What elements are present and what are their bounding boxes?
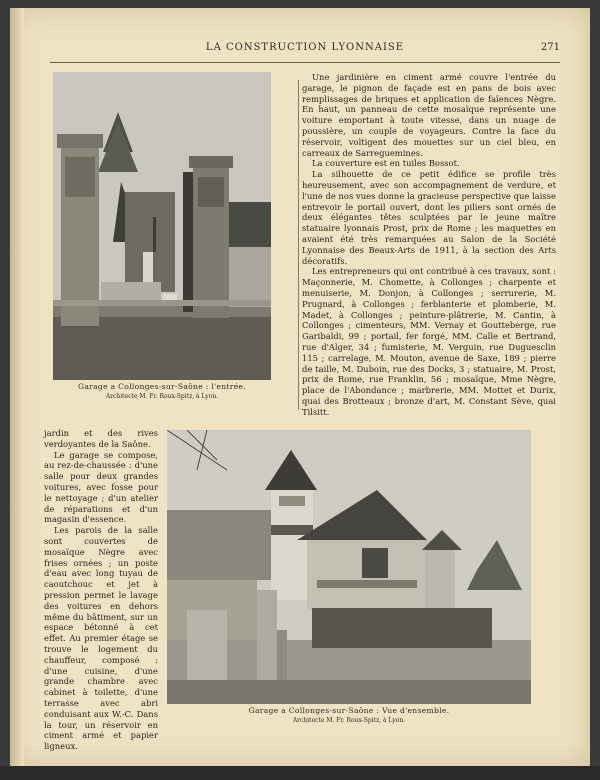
header-rule	[50, 62, 560, 63]
page-number: 271	[540, 42, 560, 53]
paragraph: Les parois de la salle sont couvertes de mosaïque Nègre avec frises ornées ; un poste d'eau avec long tuyau de caoutchouc et jet à pression permet le lavage des voitures en dehors même du bâtiment, sur un espace bétonné à cet effet. Au premier étage se trouve le logement du chauffeur, composé : d'une cuisine, d'une grande chambre avec cabinet à toilette, d'une terrasse avec abri conduisant aux W.-C. Dans la tour, un réservoir en ciment armé et papier ligneux.	[44, 525, 158, 752]
caption-entrance: Garage a Collonges-sur-Saône : l'entrée.	[77, 382, 247, 391]
paragraph: Une jardinière en ciment armé couvre l'entrée du garage, le pignon de façade est en pans de bois avec remplissages de briques et application de faïences Nègre. En haut, un panneau de cette mosaïque représente une voiture emportant à toute vitesse, dans un nuage de poussière, un couple de voyageurs. Contre la face du réservoir, voltigent des mouettes sur un ciel bleu, en carreaux de Sarreguemines.	[302, 72, 556, 158]
right-text-column	[302, 72, 556, 418]
page-binding-shadow	[10, 8, 24, 766]
column-divider	[298, 80, 299, 410]
photo-overall-view	[167, 430, 531, 704]
magazine-page	[10, 8, 590, 766]
photo-entrance	[53, 72, 271, 380]
caption-overall-block	[167, 706, 531, 724]
credit-overall: Architecte M. Fr. Roux-Spitz, à Lyon.	[292, 717, 406, 724]
page-header	[50, 42, 560, 58]
journal-title: LA CONSTRUCTION LYONNAISE	[205, 42, 405, 53]
left-text-column	[44, 428, 158, 752]
paragraph: La couverture est en tuiles Bossot.	[312, 158, 460, 169]
paragraph: Les entrepreneurs qui ont contribué à ces travaux, sont : Maçonnerie, M. Chomette, à Collonges ; charpente et menuiserie, M. Donjon, à Collonges ; serrurerie, M. Prugnard, à Collonges ; ferblanterie et plomberie, M. Madet, à Collonges ; peinture-plâtrerie, M. Cantin, à Collonges ; cimenteurs, MM. Vernay et Goutteberge, rue Garibaldi, 99 ; portail, fer forgé, MM. Calle et Bertrand, rue d'Alger, 34 ; fumisterie, M. Verguin, rue Duguesclin 115 ; carrelage, M. Mouton, avenue de Saxe, 189 ; pierre de taille, M. Duboin, rue des Docks, 3 ; statuaire, M. Prost, prix de Rome, rue Franklin, 56 ; mosaïque, Mme Nègre, place de l'Abondance ; marbrerie, MM. Mottet et Durix, quai des Brotteaux ; bronze d'art, M. Constant Sève, quai Tilsitt.	[302, 266, 556, 417]
scan-bottom-edge	[0, 766, 600, 780]
caption-entrance-block	[53, 382, 271, 400]
paragraph: La silhouette de ce petit édifice se profile très heureusement, avec son accompagnement de verdure, et l'une de nos vues donne la gracieuse perspective que laisse entrevoir le portail ouvert, dont les piliers sont ornés de deux élégantes têtes sculptées par le jeune maître statuaire lyonnais Prost, prix de Rome ; les maquettes en avaient été très remarquées au Salon de la Société Lyonnaise des Beaux-Arts de 1911, à la section des Arts décoratifs.	[302, 169, 556, 266]
caption-overall: Garage a Collonges-sur-Saône : Vue d'ensemble.	[248, 706, 450, 715]
paragraph: Le garage se compose, au rez-de-chaussée : d'une salle pour deux grandes voitures, avec fosse pour le nettoyage ; d'un atelier de réparations et d'un magasin d'essence.	[44, 449, 158, 525]
credit-entrance: Architecte M. Fr. Roux-Spitz, à Lyon.	[105, 393, 219, 400]
paragraph: jardin et des rives verdoyantes de la Saône.	[44, 428, 158, 449]
